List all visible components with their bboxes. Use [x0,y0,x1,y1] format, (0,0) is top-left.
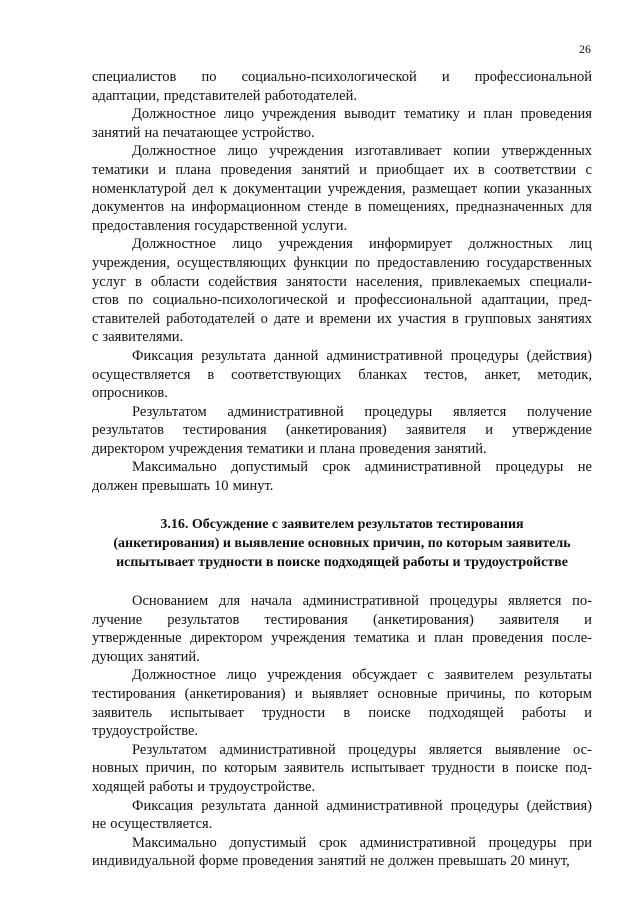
paragraph [92,834,592,871]
text-line: Фиксация результата данной административной процедуры (действия) [132,797,592,814]
text-line: лучение результатов тестирования (анкетирования) заявителя и [92,611,592,628]
text-line: опросников. [92,385,168,402]
text-line: Результатом административной процедуры является получение [132,403,592,420]
paragraph [92,235,592,347]
text-line: адаптации, представителей работодателей. [92,87,357,104]
text-line: должен превышать 10 минут. [92,478,274,495]
text-line: тематики и плана проведения занятий и приобщает их в соответствии с [92,161,592,178]
text-line: Должностное лицо учреждения выводит тематику и план проведения [132,106,592,123]
text-line: документов на информационном стенде в помещениях, предназначенных для [92,199,592,216]
text-line: Максимально допустимый срок административной процедуры не [132,459,592,476]
paragraph [92,105,592,142]
text-line: предоставления государственной услуги. [92,217,348,234]
text-line: тестирования (анкетирования) и выявляет основные причины, по которым [92,685,592,702]
text-line: Максимально допустимый срок административной процедуры при [132,834,592,851]
text-line: занятий на печатающее устройство. [92,124,315,141]
heading-line: (анкетирования) и выявление основных причин, по которым заявитель [113,536,571,551]
text-line: номенклатурой дел к документации учреждения, размещает копии указанных [92,180,592,197]
text-line: Должностное лицо учреждения изготавливает копии утвержденных [132,143,592,160]
text-line: Результатом административной процедуры является выявление ос- [132,741,592,758]
paragraph [92,666,592,740]
paragraph [92,68,592,105]
paragraph [92,403,592,459]
text-line: специалистов по социально-психологической и профессиональной [92,69,592,85]
text-line: учреждения, осуществляющих функции по предоставлению государственных [92,254,592,271]
page-number: 26 [579,42,591,56]
text-line: осуществляется в соответствующих бланках тестов, анкет, методик, [92,366,592,383]
text-line: услуг в области содействия занятости населения, привлекаемых специали- [92,273,592,290]
text-line: ставителей работодателей о дате и времени их участия в групповых занятиях [92,310,592,327]
paragraph [92,347,592,403]
text-line: Фиксация результата данной административной процедуры (действия) [132,347,592,364]
section-heading [92,515,592,572]
body-text-bottom [92,592,592,871]
text-line: новных причин, по которым заявитель испытывает трудности в поиске под- [92,760,592,777]
text-line: директором учреждения тематики и плана проведения занятий. [92,440,487,457]
paragraph [92,741,592,797]
text-line: утвержденные директором учреждения тематика и план проведения после- [92,630,592,647]
heading-line: испытывает трудности в поиске подходящей работы и трудоустройстве [116,555,568,570]
paragraph [92,142,592,235]
text-line: результатов тестирования (анкетирования) заявителя и утверждение [92,422,592,439]
text-line: стов по социально-психологической и профессиональной адаптации, пред- [92,292,592,309]
text-line: Должностное лицо учреждения информирует должностных лиц [132,236,592,253]
text-line: дующих занятий. [92,648,200,665]
text-line: трудоустройстве. [92,723,199,740]
paragraph [92,592,592,666]
text-line: с заявителями. [92,329,184,346]
paragraph [92,458,592,495]
text-line: ходящей работы и трудоустройстве. [92,778,316,795]
text-line: Должностное лицо учреждения обсуждает с заявителем результаты [132,667,592,684]
text-line: не осуществляется. [92,816,213,833]
body-text-top [92,68,592,496]
text-line: Основанием для начала административной процедуры является по- [132,593,592,609]
heading-line: 3.16. Обсуждение с заявителем результатов тестирования [160,517,524,532]
text-line: заявитель испытывает трудности в поиске подходящей работы и [92,704,592,721]
text-line: индивидуальной форме проведения занятий не должен превышать 20 минут, [92,853,570,870]
paragraph [92,797,592,834]
